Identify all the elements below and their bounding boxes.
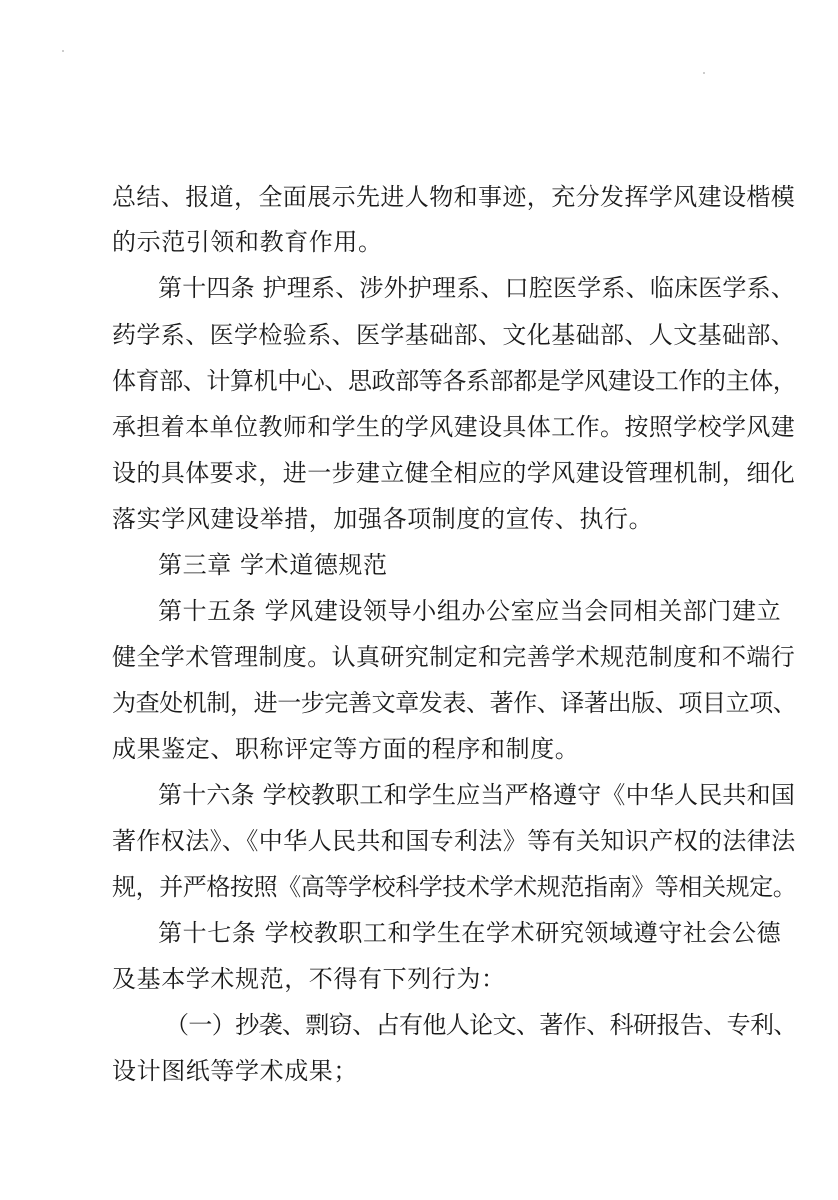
text-line: 成果鉴定、职称评定等方面的程序和制度。 (112, 735, 580, 763)
list-item-1-line: （一）抄袭、剽窃、占有他人论文、著作、科研报告、专利、 (165, 1011, 797, 1039)
article-14-heading-line: 第十四条 护理系、涉外护理系、口腔医学系、临床医学系、 (158, 274, 796, 302)
scan-speck (703, 72, 705, 74)
scan-speck (62, 50, 64, 52)
text-line: 总结、报道，全面展示先进人物和事迹，充分发挥学风建设楷模 (112, 183, 796, 211)
text-line: 药学系、医学检验系、医学基础部、文化基础部、人文基础部、 (112, 321, 796, 349)
text-line: 规，并严格按照《高等学校科学技术学术规范指南》等相关规定。 (112, 873, 797, 901)
text-line: 体育部、计算机中心、思政部等各系部都是学风建设工作的主体， (112, 367, 797, 395)
text-line: 及基本学术规范，不得有下列行为： (112, 965, 506, 993)
text-line: 设的具体要求，进一步建立健全相应的学风建设管理机制，细化 (112, 459, 796, 487)
text-line: 设计图纸等学术成果； (112, 1057, 358, 1085)
text-line: 承担着本单位教师和学生的学风建设具体工作。按照学校学风建 (112, 413, 796, 441)
text-line: 落实学风建设举措，加强各项制度的宣传、执行。 (112, 505, 654, 533)
article-16-heading-line: 第十六条 学校教职工和学生应当严格遵守《中华人民共和国 (158, 781, 796, 809)
chapter-title: 第三章 学术道德规范 (158, 551, 388, 579)
text-line: 为查处机制，进一步完善文章发表、著作、译著出版、项目立项、 (112, 689, 797, 717)
article-17-heading-line: 第十七条 学校教职工和学生在学术研究领域遵守社会公德 (158, 919, 782, 947)
text-line: 的示范引领和教育作用。 (112, 228, 383, 256)
article-15-heading-line: 第十五条 学风建设领导小组办公室应当会同相关部门建立 (158, 597, 782, 625)
text-line: 著作权法》、《中华人民共和国专利法》等有关知识产权的法律法 (112, 827, 796, 855)
text-line: 健全学术管理制度。认真研究制定和完善学术规范制度和不端行 (112, 643, 796, 671)
